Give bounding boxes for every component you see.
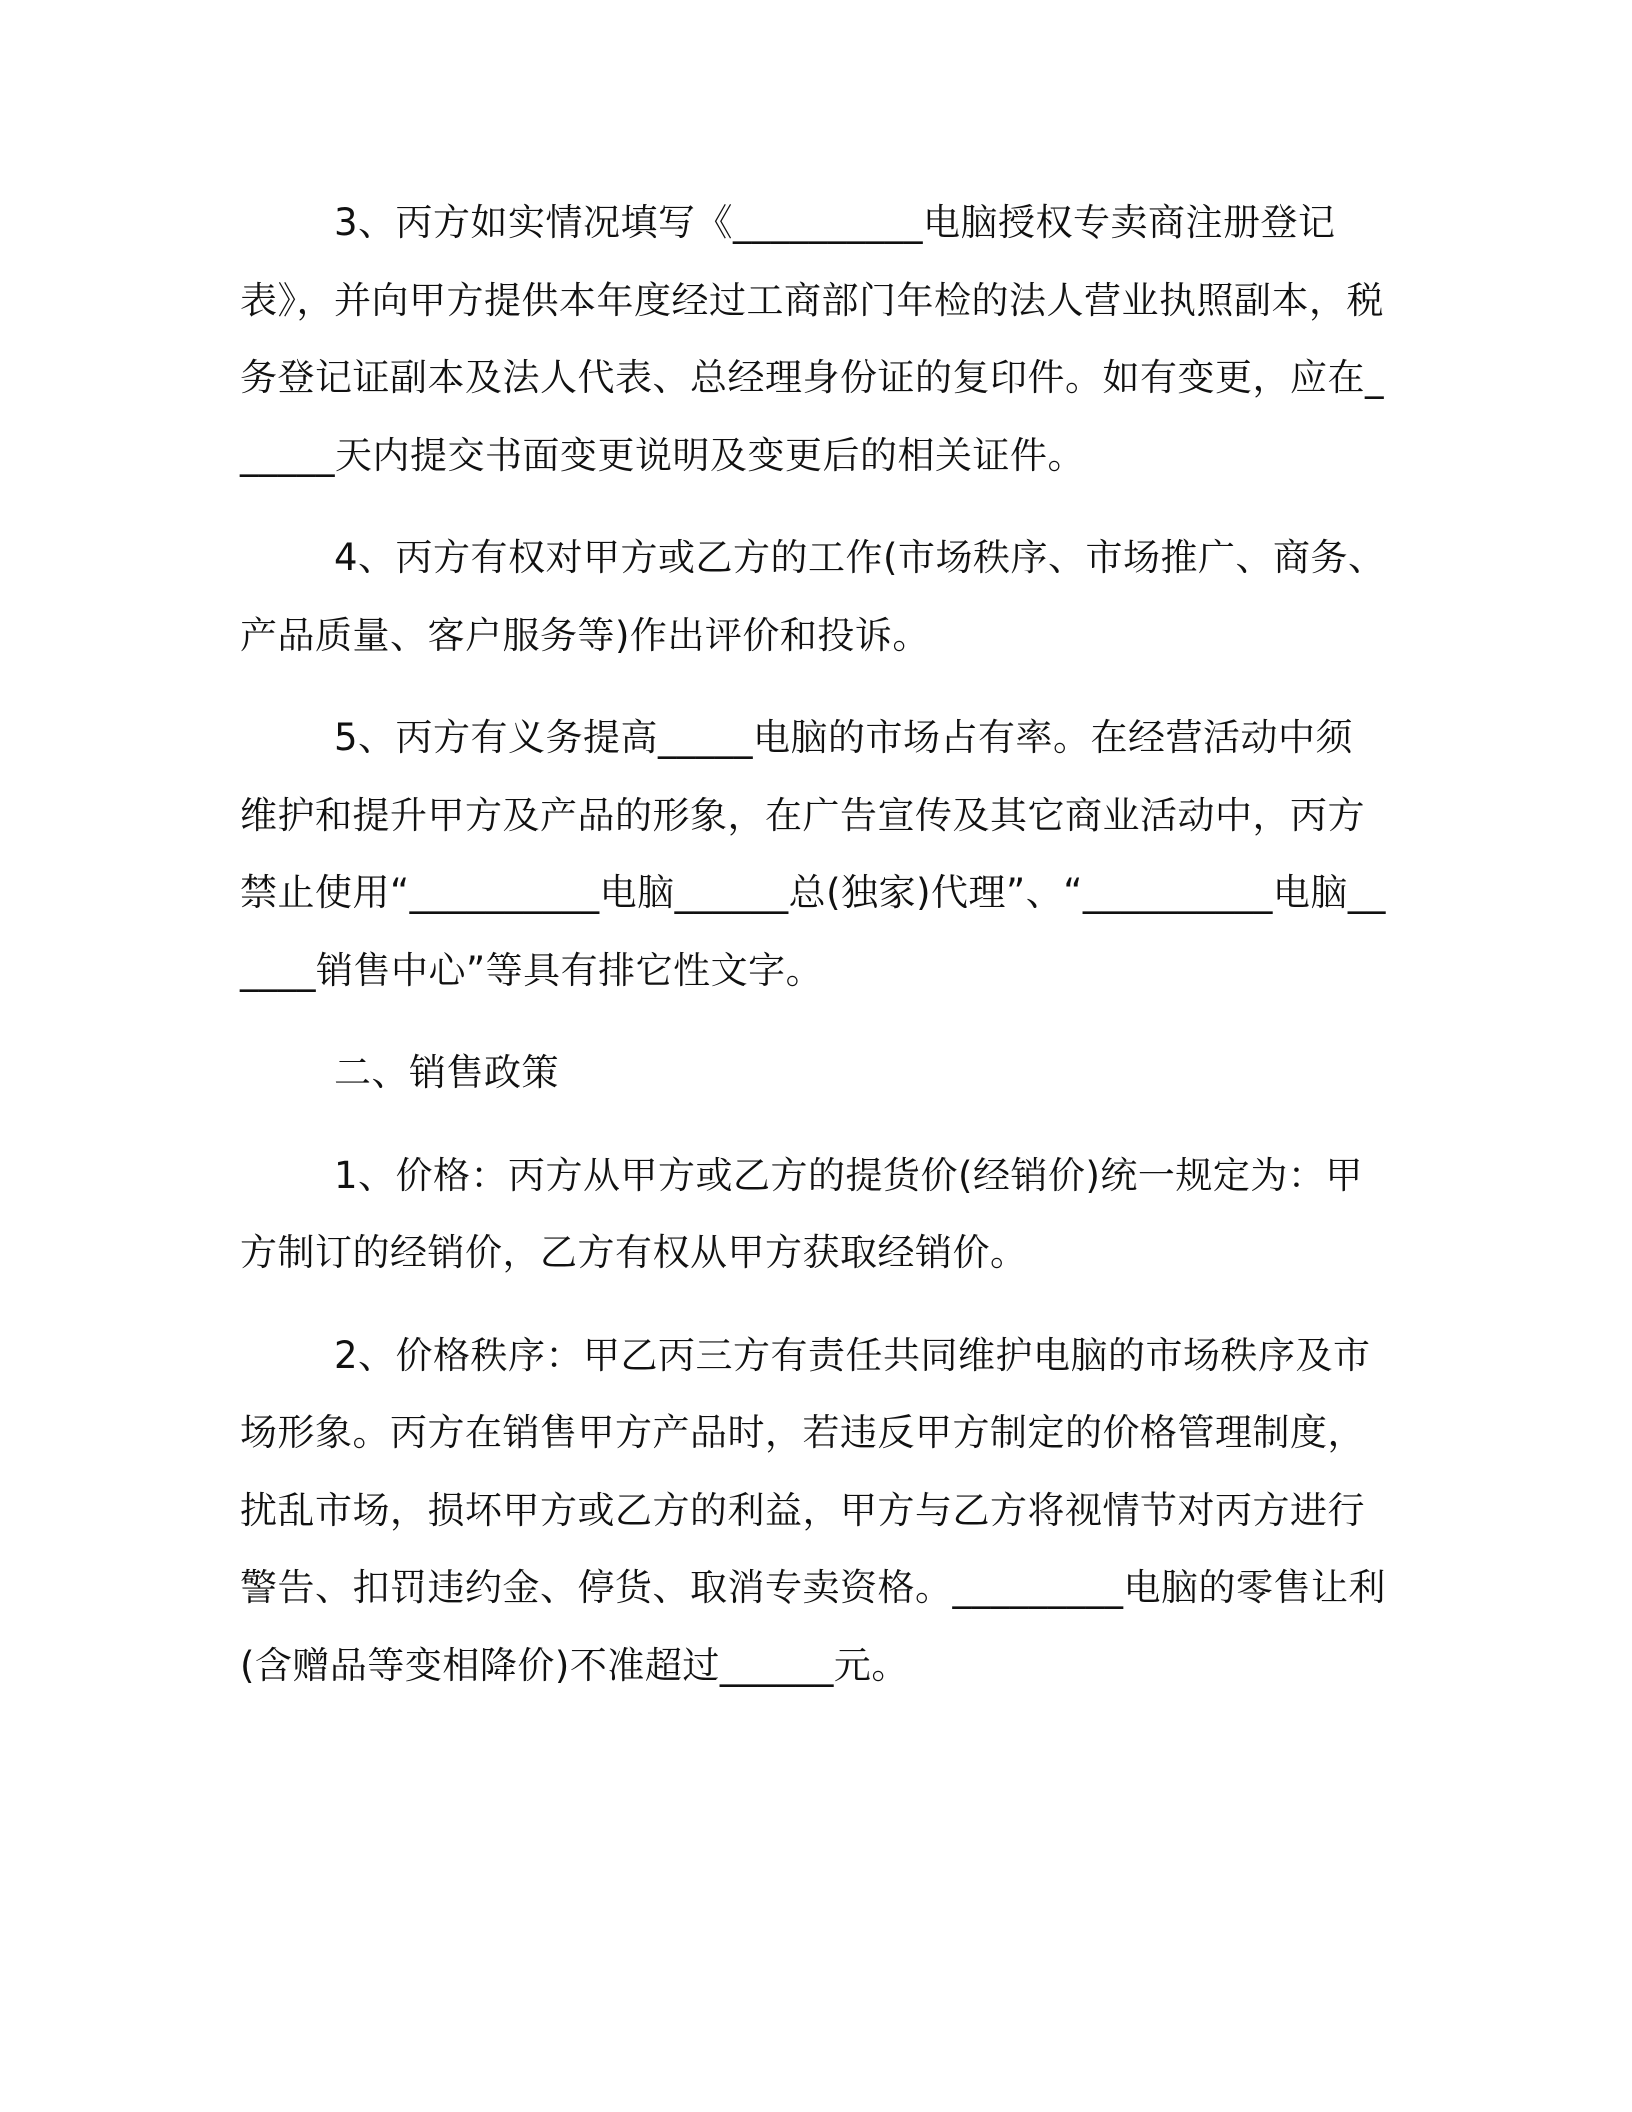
clause-4-paragraph: 4、丙方有权对甲方或乙方的工作(市场秩序、市场推广、商务、产品质量、客户服务等)作出评价和投诉。 [240,536,1386,657]
clause-3-paragraph: 3、丙方如实情况填写《__________电脑授权专卖商注册登记表》，并向甲方提供本年度经过工商部门年检的法人营业执照副本，税务登记证副本及法人代表、总经理身份证的复印件。如有变更，应在______天内提交书面变更说明及变更后的相关证件。 [240,201,1384,477]
policy-price-order-paragraph: 2、价格秩序：甲乙丙三方有责任共同维护电脑的市场秩序及市场形象。丙方在销售甲方产品时，若违反甲方制定的价格管理制度，扰乱市场，损坏甲方或乙方的利益，甲方与乙方将视情节对丙方进行警告、扣罚违约金、停货、取消专卖资格。_________电脑的零售让利(含赠品等变相降价)不准超过______元。 [240,1333,1386,1687]
policy-price-paragraph: 1、价格：丙方从甲方或乙方的提货价(经销价)统一规定为：甲方制订的经销价，乙方有权从甲方获取经销价。 [240,1153,1363,1274]
clause-5-paragraph: 5、丙方有义务提高_____电脑的市场占有率。在经营活动中须维护和提升甲方及产品的形象，在广告宣传及其它商业活动中，丙方禁止使用“__________电脑______总(独家)代理”、“__________电脑______销售中心”等具有排它性文字。 [240,716,1386,992]
document-body [240,184,1390,1729]
section-heading: 二、销售政策 [334,1051,559,1094]
